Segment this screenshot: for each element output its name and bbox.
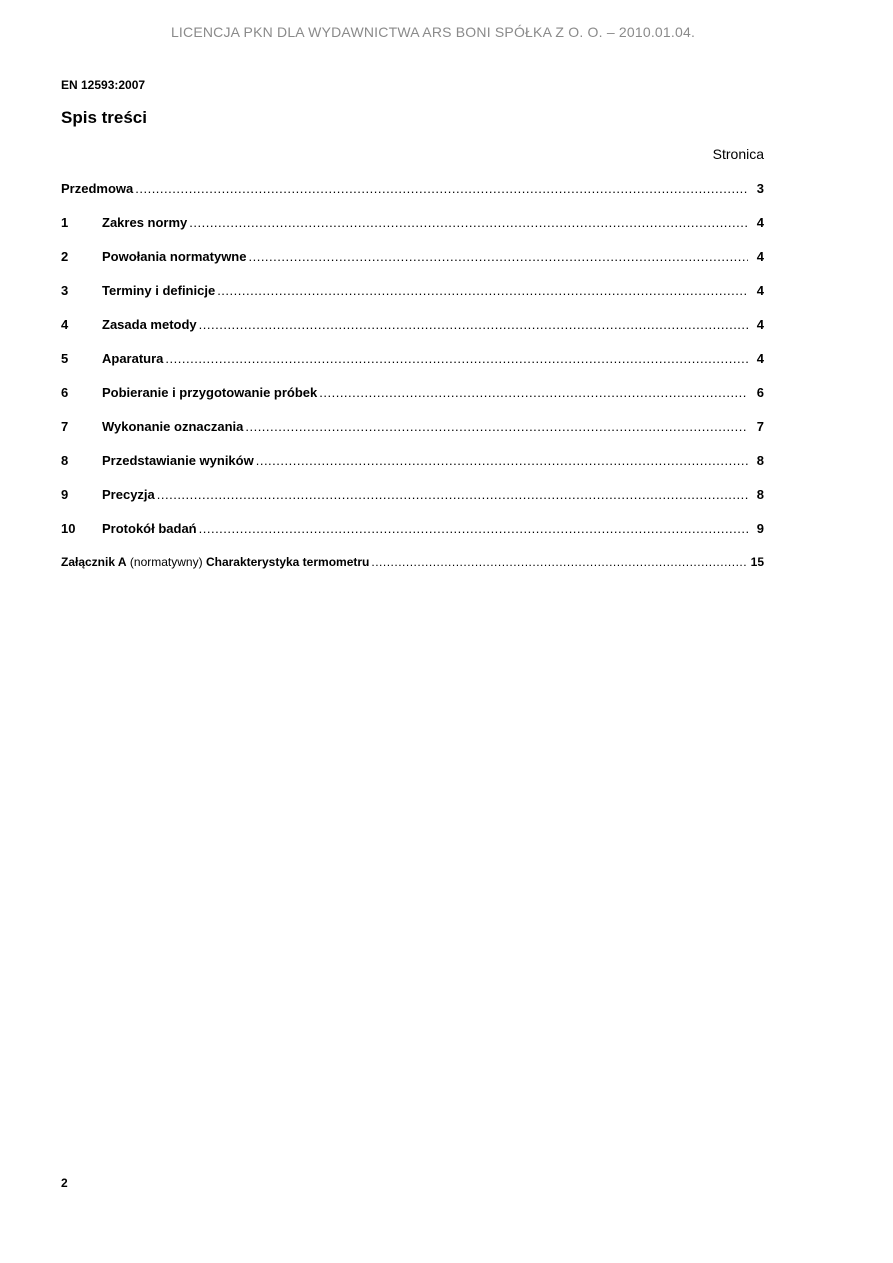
toc-leader-dots [199, 521, 748, 536]
license-header: LICENCJA PKN DLA WYDAWNICTWA ARS BONI SPÓŁKA Z O. O. – 2010.01.04. [170, 24, 696, 40]
toc-entry-1[interactable] [61, 205, 764, 239]
toc-entry-6[interactable] [61, 375, 764, 409]
toc-entry-page: 4 [756, 282, 764, 298]
toc-entry-label: Zakres normy [102, 214, 188, 230]
toc-entry-page: 9 [756, 520, 764, 536]
toc-entry-label: Aparatura [102, 350, 164, 366]
toc-entry-annex-a[interactable] [61, 545, 764, 579]
toc-entry-7[interactable] [61, 409, 764, 443]
toc-entry-4[interactable] [61, 307, 764, 341]
toc-leader-dots [248, 249, 748, 264]
toc-entry-2[interactable] [61, 239, 764, 273]
toc-entry-page: 4 [756, 316, 764, 332]
toc-entry-9[interactable] [61, 477, 764, 511]
toc-entry-page: 8 [756, 486, 764, 502]
toc-entry-label: Pobieranie i przygotowanie próbek [102, 384, 318, 400]
toc-entry-number: 4 [61, 316, 69, 332]
toc-entry-label: Terminy i definicje [102, 282, 216, 298]
toc-entry-number: 2 [61, 248, 69, 264]
toc-title: Spis treści [61, 108, 147, 127]
page-column-label: Stronica [712, 146, 764, 162]
toc-entry-page: 3 [756, 180, 764, 196]
toc-entry-number: 10 [61, 520, 76, 536]
toc-leader-dots [371, 555, 748, 569]
toc-entry-number: 9 [61, 486, 69, 502]
toc-entry-foreword[interactable] [61, 171, 764, 205]
toc-entry-label: Przedmowa [61, 180, 134, 196]
toc-entry-page: 15 [750, 555, 764, 569]
toc-entry-number: 3 [61, 282, 69, 298]
toc-leader-dots [199, 317, 748, 332]
annex-type: (normatywny) [129, 555, 203, 569]
toc-entry-page: 4 [756, 350, 764, 366]
toc-leader-dots [165, 351, 748, 366]
toc-leader-dots [189, 215, 748, 230]
toc-entry-page: 4 [756, 214, 764, 230]
toc-entry-label: Protokół badań [102, 520, 197, 536]
toc-entry-number: 8 [61, 452, 69, 468]
annex-title: Charakterystyka termometru [205, 555, 370, 569]
toc-entry-label: Wykonanie oznaczania [102, 418, 244, 434]
annex-prefix: Załącznik A [61, 555, 127, 569]
standard-id: EN 12593:2007 [61, 78, 146, 92]
toc-entry-page: 4 [756, 248, 764, 264]
toc-entry-10[interactable] [61, 511, 764, 545]
toc-entry-label: Powołania normatywne [102, 248, 247, 264]
toc-entry-label: Przedstawianie wyników [102, 452, 254, 468]
toc-leader-dots [217, 283, 748, 298]
toc-leader-dots [245, 419, 748, 434]
toc-entry-number: 1 [61, 214, 69, 230]
page-number: 2 [61, 1176, 68, 1190]
toc-leader-dots [135, 181, 748, 196]
toc-entry-number: 7 [61, 418, 69, 434]
toc-entry-label: Zasada metody [102, 316, 197, 332]
toc-leader-dots [319, 385, 748, 400]
toc-entry-page: 8 [756, 452, 764, 468]
toc-entry-number: 5 [61, 350, 69, 366]
toc-entry-3[interactable] [61, 273, 764, 307]
toc-entry-5[interactable] [61, 341, 764, 375]
toc-entry-number: 6 [61, 384, 69, 400]
toc-entry-page: 6 [756, 384, 764, 400]
toc-leader-dots [157, 487, 748, 502]
toc-entry-8[interactable] [61, 443, 764, 477]
toc-leader-dots [256, 453, 748, 468]
toc-entry-page: 7 [756, 418, 764, 434]
toc-entry-label: Precyzja [102, 486, 155, 502]
